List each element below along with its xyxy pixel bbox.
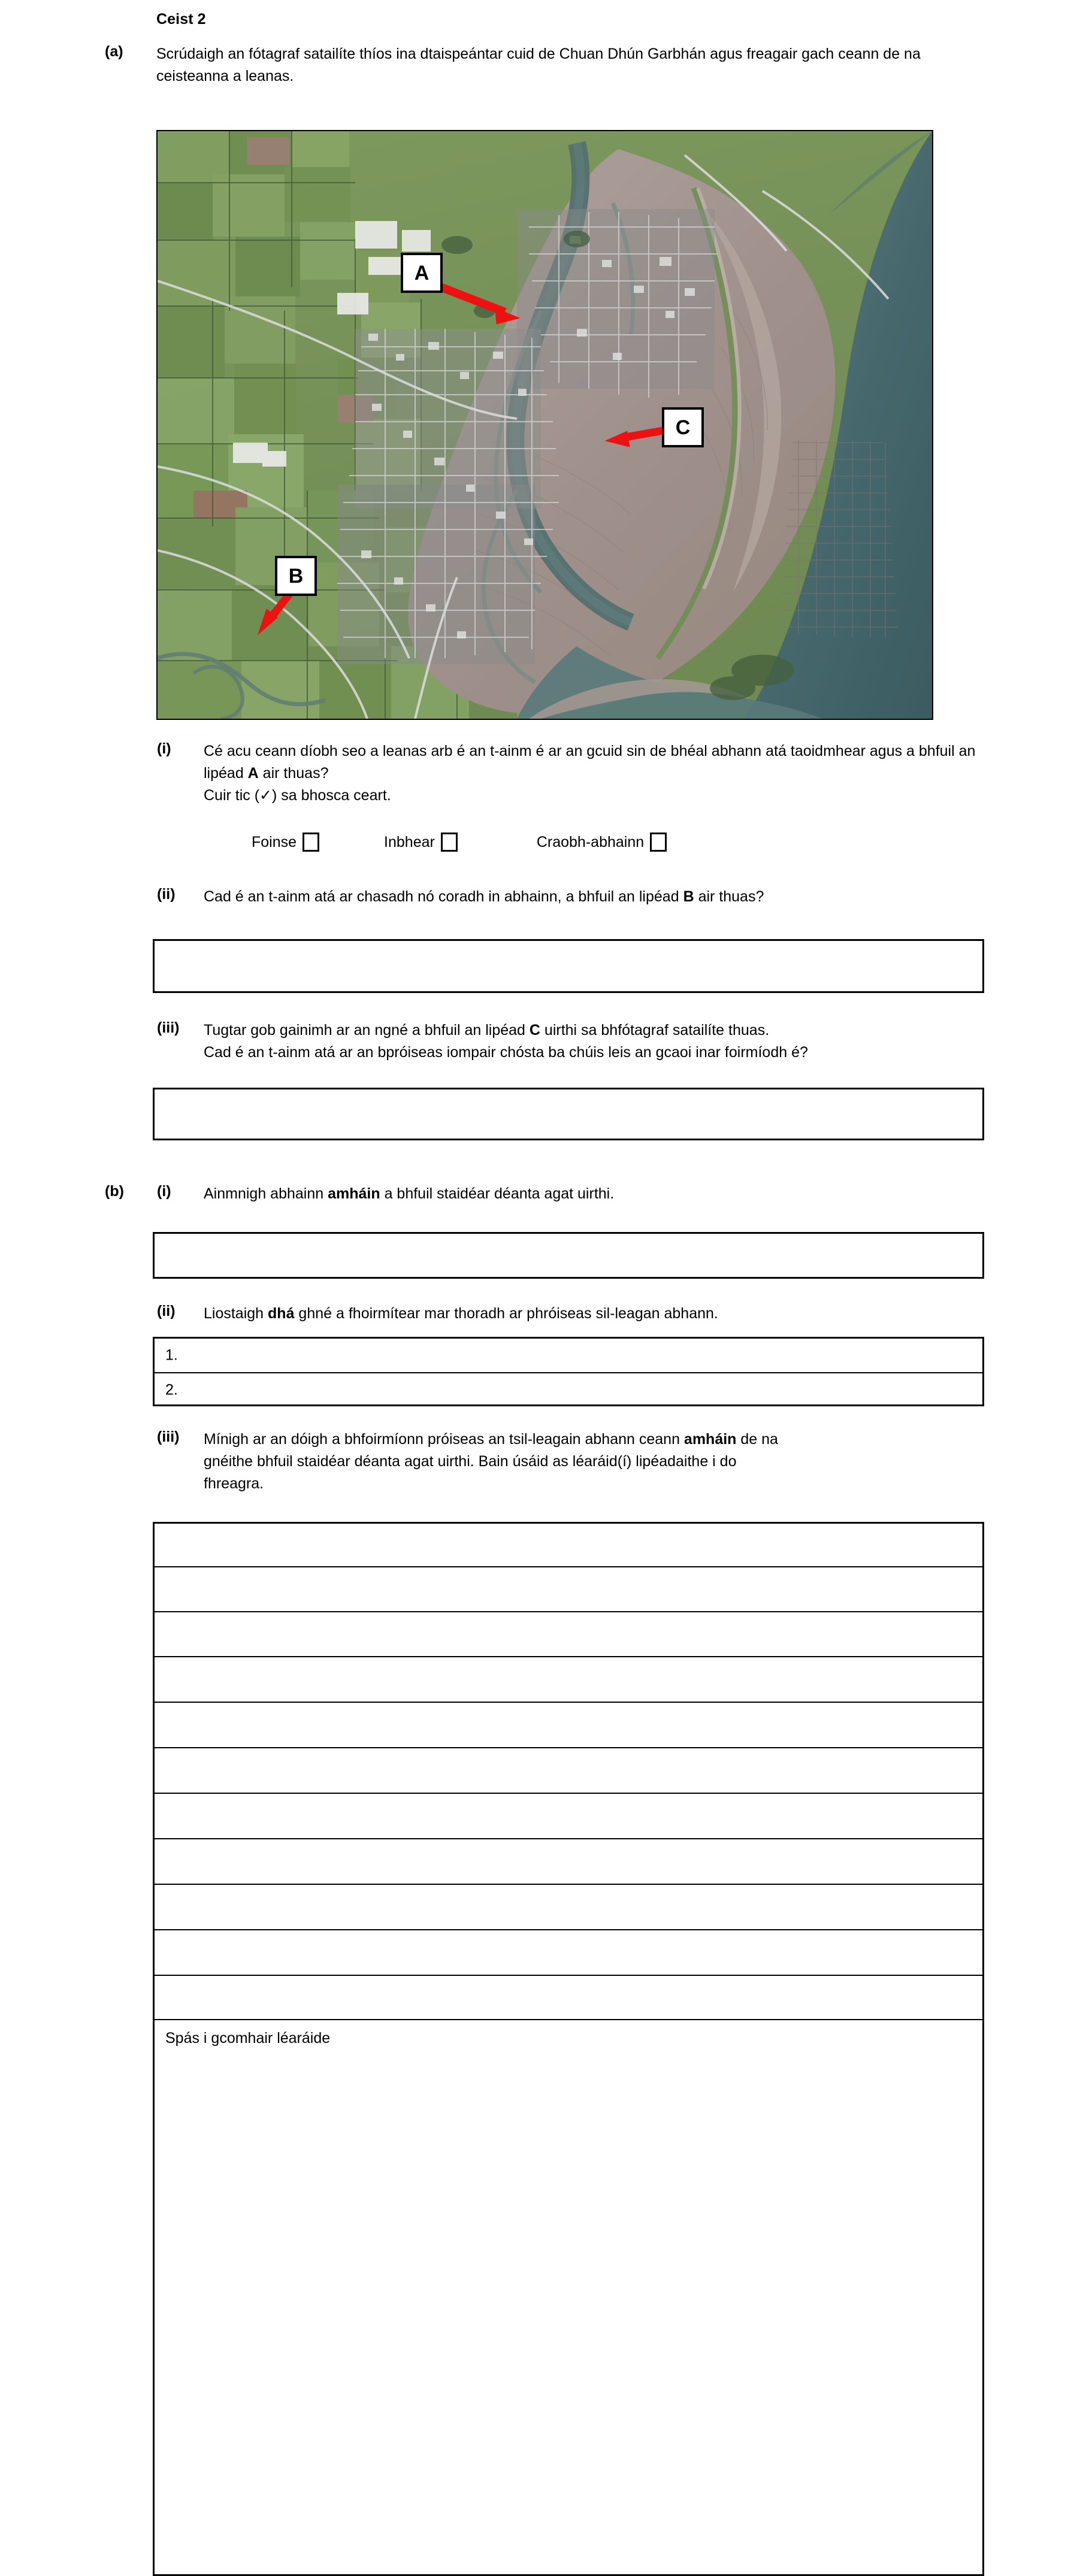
part-b-marker: (b) xyxy=(105,1183,124,1200)
question-a-ii-post: air thuas? xyxy=(694,888,764,905)
part-a-marker: (a) xyxy=(105,43,123,60)
list-number-2: 2. xyxy=(165,1381,178,1398)
tick-checkbox-craobh-abhainn[interactable] xyxy=(650,833,667,852)
question-a-ii-text xyxy=(204,886,988,908)
question-b-ii-post: ghné a fhoirmítear mar thoradh ar phróiseas sil-leagan abhann. xyxy=(294,1305,718,1322)
table-row[interactable] xyxy=(155,1794,982,1839)
question-b-i-emphasis: amháin xyxy=(328,1185,380,1202)
table-row[interactable] xyxy=(155,1612,982,1657)
table-row[interactable] xyxy=(155,1567,982,1612)
table-row[interactable] xyxy=(155,1339,982,1373)
tick-option-foinse-label: Foinse xyxy=(252,833,297,850)
question-a-iii-label-ref: C xyxy=(529,1022,540,1039)
question-b-iii-line1-pre: Mínigh ar an dóigh a bhfoirmíonn próiseas an tsil-leagain abhann ceann xyxy=(204,1431,684,1448)
table-row[interactable] xyxy=(155,1839,982,1885)
question-a-i-line2-pre: taoidmhear agus a bhfuil an lipéad xyxy=(204,743,976,782)
part-a-stem: Scrúdaigh an fótagraf satailíte thíos ina dtaispeántar cuid de Chuan Dhún Garbhán agus freagair gach ceann de na ceisteanna a leanas. xyxy=(156,46,921,84)
photo-label-c: C xyxy=(662,407,704,447)
question-b-iii-marker: (iii) xyxy=(157,1428,180,1445)
answer-box-a-ii[interactable] xyxy=(153,939,984,993)
question-b-i-post: a bhfuil staidéar déanta agat uirthi. xyxy=(380,1185,615,1202)
question-b-i-pre: Ainmnigh abhainn xyxy=(204,1185,328,1202)
question-b-ii-marker: (ii) xyxy=(157,1303,176,1319)
question-a-i-line1: Cé acu ceann díobh seo a leanas arb é an t-ainm é ar an gcuid sin de bhéal abhann atá xyxy=(204,743,786,759)
table-row[interactable] xyxy=(155,1373,982,1406)
answer-box-a-iii[interactable] xyxy=(153,1088,984,1140)
diagram-space-label: Spás i gcomhair léaráide xyxy=(165,2030,331,2047)
question-b-iii-line3: fhreagra. xyxy=(204,1475,264,1492)
question-a-ii-pre: Cad é an t-ainm atá ar chasadh nó coradh in abhainn, a bhfuil an lipéad xyxy=(204,888,683,905)
question-a-i-line2-post: air thuas? xyxy=(258,765,329,782)
tick-checkbox-foinse[interactable] xyxy=(302,833,319,852)
table-row[interactable] xyxy=(155,1976,982,2020)
question-a-iii-line2: Cad é an t-ainm atá ar an bpróiseas iompair chósta ba chúis leis an gcaoi inar foirmíodh é? xyxy=(204,1044,808,1061)
photo-label-b: B xyxy=(275,556,317,596)
question-b-ii-emphasis: dhá xyxy=(268,1305,295,1322)
table-row[interactable] xyxy=(155,1748,982,1794)
question-a-i-text xyxy=(204,740,988,807)
question-a-iii-line1-pre: Tugtar gob gainimh ar an ngné a bhfuil an lipéad xyxy=(204,1022,530,1039)
tick-option-foinse[interactable] xyxy=(252,833,319,852)
tick-option-craobh-abhainn-label: Craobh-abhainn xyxy=(536,833,645,850)
tick-option-inbhear-label: Inbhear xyxy=(384,833,435,850)
satellite-photo xyxy=(156,130,933,720)
tick-options-row xyxy=(252,833,667,852)
question-b-ii-pre: Liostaigh xyxy=(204,1305,268,1322)
table-row[interactable] xyxy=(155,1657,982,1703)
question-b-ii-text xyxy=(204,1303,988,1325)
answer-box-b-i[interactable] xyxy=(153,1232,984,1279)
question-b-iii-line1-post: de na xyxy=(736,1431,778,1448)
question-b-iii-emphasis: amháin xyxy=(683,1431,737,1448)
question-a-iii-marker: (iii) xyxy=(157,1019,180,1036)
question-a-iii-line1-post: uirthi sa bhfótagraf satailíte thuas. xyxy=(540,1022,770,1039)
photo-label-a: A xyxy=(401,253,443,293)
question-a-ii-marker: (ii) xyxy=(157,886,176,903)
question-b-iii-text xyxy=(204,1428,1000,1495)
tick-checkbox-inbhear[interactable] xyxy=(441,833,458,852)
page-title: Ceist 2 xyxy=(156,11,206,28)
diagram-space-row[interactable] xyxy=(155,2020,982,2433)
table-row[interactable] xyxy=(155,1885,982,1930)
question-b-i-text xyxy=(204,1183,988,1205)
table-row[interactable] xyxy=(155,1703,982,1748)
table-row[interactable] xyxy=(155,1930,982,1976)
question-a-i-marker: (i) xyxy=(157,740,171,757)
list-number-1: 1. xyxy=(165,1346,178,1364)
answer-table-b-iii xyxy=(153,1522,984,2576)
question-a-iii-text xyxy=(204,1019,1000,1064)
question-a-i-line3: Cuir tic (✓) sa bhosca ceart. xyxy=(204,787,391,804)
tick-option-inbhear[interactable] xyxy=(384,833,458,852)
question-b-i-marker: (i) xyxy=(157,1183,171,1200)
question-a-i-label-ref: A xyxy=(247,765,259,782)
question-a-ii-label-ref: B xyxy=(683,888,694,905)
table-row[interactable] xyxy=(155,1524,982,1567)
question-b-iii-line2: gnéithe bhfuil staidéar déanta agat uirthi. Bain úsáid as léaráid(í) lipéadaithe i do xyxy=(204,1453,737,1470)
answer-table-b-ii xyxy=(153,1337,984,1406)
satellite-photo-image xyxy=(158,131,932,719)
tick-option-craobh-abhainn[interactable] xyxy=(537,833,667,852)
